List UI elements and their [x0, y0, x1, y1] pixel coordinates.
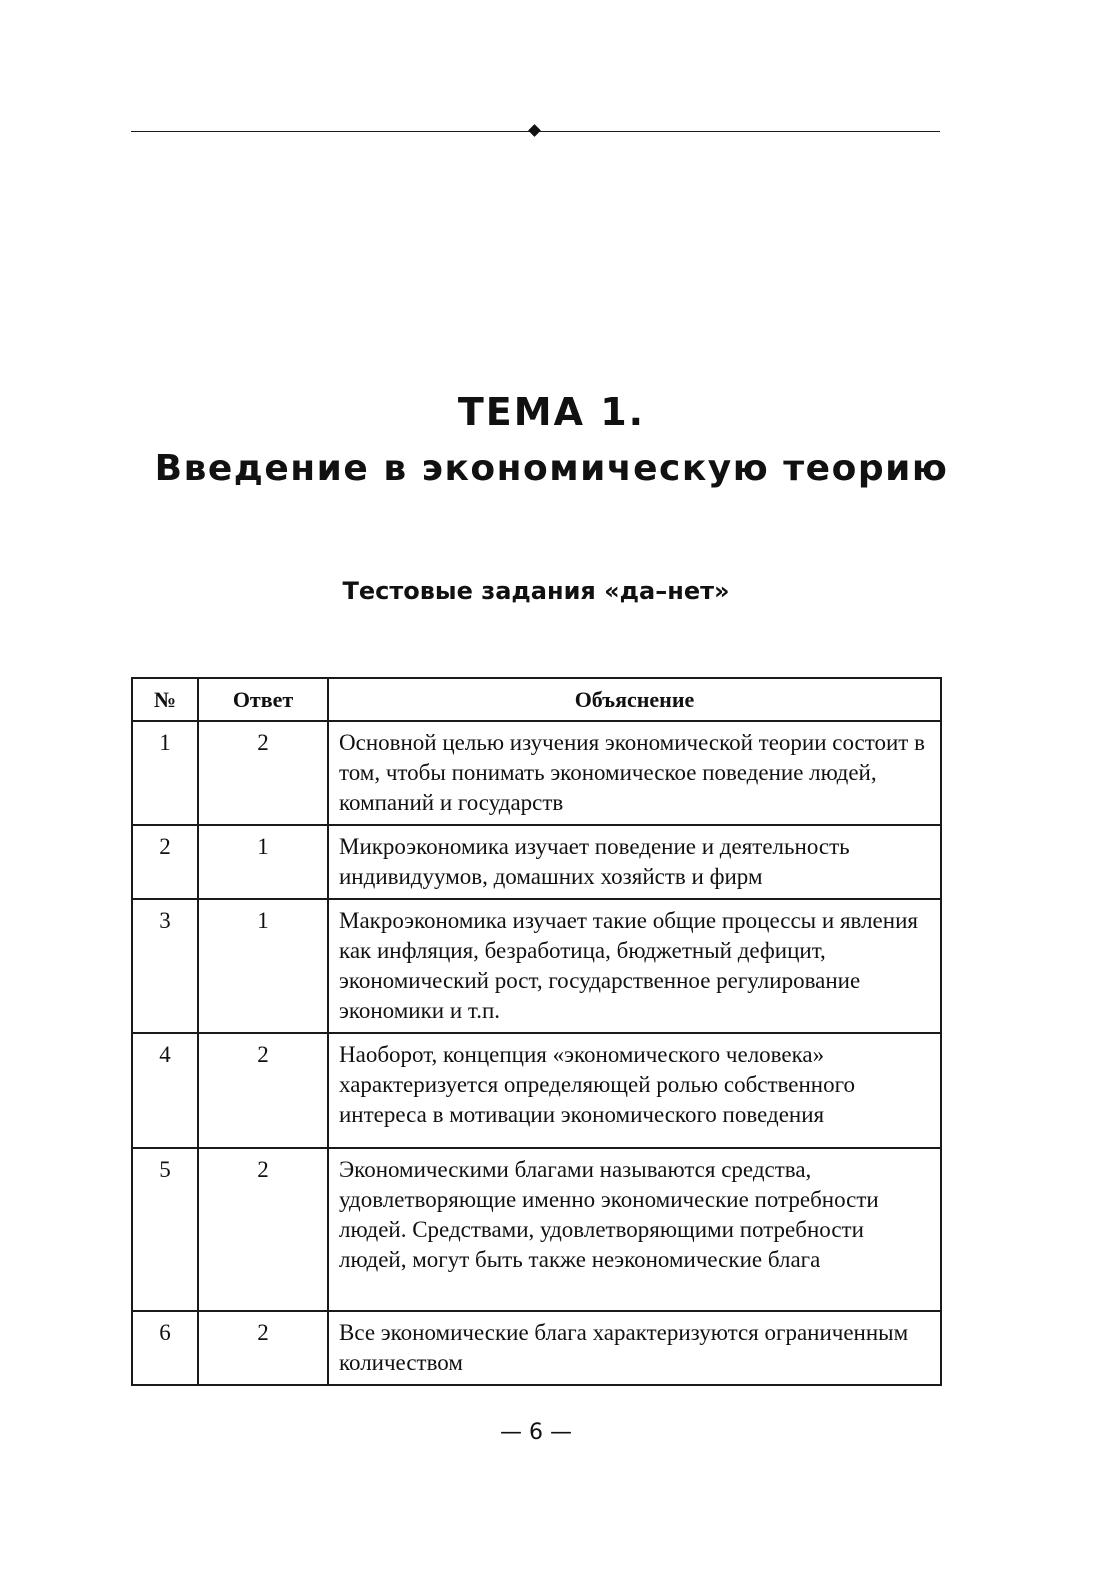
- table-row: [132, 1033, 941, 1148]
- row-number: 5: [132, 1148, 198, 1311]
- row-explanation: Макроэкономика изучает такие общие процессы и явления как инфляция, безработица, бюджетный дефицит, экономический рост, государственное регулирование экономики и т.п.: [328, 899, 941, 1033]
- column-header-number: №: [132, 678, 198, 721]
- section-title: Тестовые задания «да–нет»: [342, 577, 730, 605]
- row-answer: 2: [198, 1033, 328, 1148]
- table-header-row: [132, 678, 941, 721]
- row-answer: 2: [198, 1148, 328, 1311]
- page-number: — 6 —: [500, 1420, 572, 1445]
- row-answer: 2: [198, 1311, 328, 1385]
- row-number: 1: [132, 721, 198, 825]
- row-explanation: Все экономические блага характеризуются ограниченным количеством: [328, 1311, 941, 1385]
- topic-number: ТЕМА 1.: [457, 390, 646, 434]
- row-answer: 1: [198, 899, 328, 1033]
- table-row: [132, 899, 941, 1033]
- table-row: [132, 1311, 941, 1385]
- answers-table: [131, 677, 942, 1386]
- row-explanation: Микроэкономика изучает поведение и деятельность индивидуумов, домашних хозяйств и фирм: [328, 825, 941, 899]
- row-answer: 1: [198, 825, 328, 899]
- row-number: 2: [132, 825, 198, 899]
- table-row: [132, 721, 941, 825]
- row-number: 3: [132, 899, 198, 1033]
- table-row: [132, 1148, 941, 1311]
- row-number: 4: [132, 1033, 198, 1148]
- column-header-answer: Ответ: [198, 678, 328, 721]
- divider-diamond-ornament: [528, 124, 541, 137]
- row-number: 6: [132, 1311, 198, 1385]
- row-explanation: Экономическими благами называются средства, удовлетворяющие именно экономические потребности людей. Средствами, удовлетворяющими потребности людей, могут быть также неэкономические блага: [328, 1148, 941, 1311]
- column-header-explanation: Объяснение: [328, 678, 941, 721]
- table-row: [132, 825, 941, 899]
- row-answer: 2: [198, 721, 328, 825]
- row-explanation: Наоборот, концепция «экономического человека» характеризуется определяющей ролью собственного интереса в мотивации экономического поведения: [328, 1033, 941, 1148]
- row-explanation: Основной целью изучения экономической теории состоит в том, чтобы понимать экономическое поведение людей, компаний и государств: [328, 721, 941, 825]
- topic-title: Введение в экономическую теорию: [154, 448, 949, 489]
